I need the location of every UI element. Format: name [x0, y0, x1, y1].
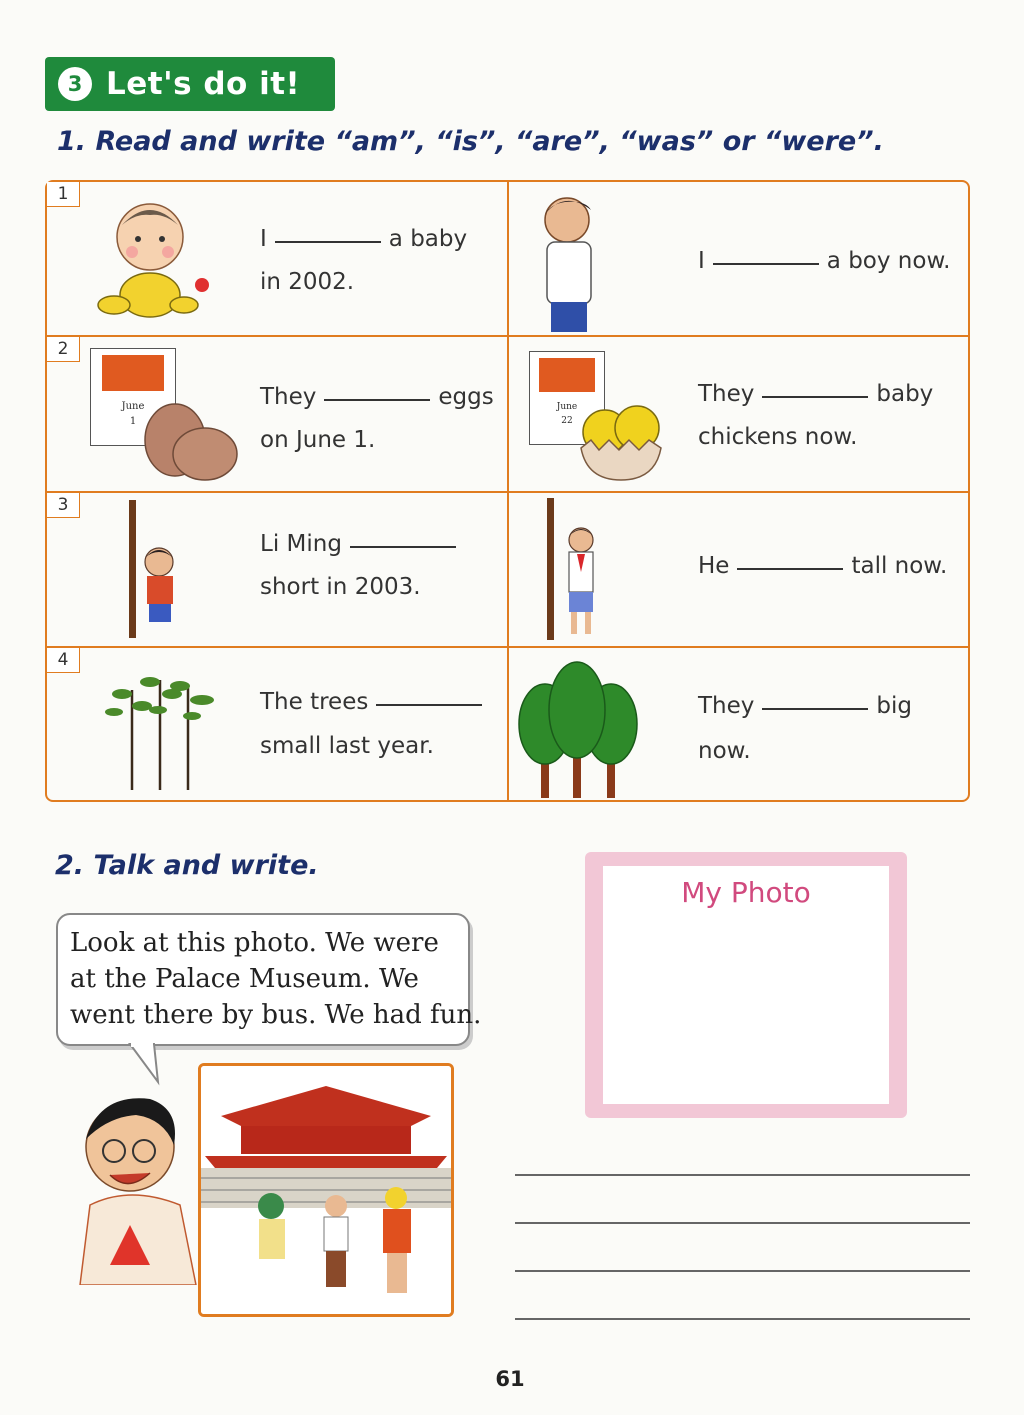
row-number: 3: [47, 493, 80, 518]
photo-frame-title: My Photo: [681, 876, 811, 909]
grid-divider: [47, 335, 968, 337]
sentence-1-left-line2: in 2002.: [260, 269, 355, 295]
answer-blank[interactable]: [376, 704, 482, 706]
sentence-2-left-line1: They eggs: [260, 384, 494, 410]
section-title: Let's do it!: [106, 66, 301, 102]
bubble-text-line: at the Palace Museum. We: [70, 964, 419, 994]
writing-line[interactable]: [515, 1222, 970, 1224]
row-number: 2: [47, 337, 80, 362]
li-ming-tall-illustration: [545, 498, 615, 642]
boy-illustration: [525, 190, 615, 335]
exercise1-instruction: 1. Read and write “am”, “is”, “are”, “was” or “were”.: [57, 126, 884, 157]
calendar-day: 1: [129, 416, 137, 427]
sentence-3-right-line1: He tall now.: [698, 553, 948, 579]
calendar-day: 22: [561, 416, 573, 426]
row-number: 1: [47, 182, 80, 207]
eggs-illustration: [139, 400, 241, 484]
sentence-3-left-line1: Li Ming: [260, 533, 464, 556]
baby-illustration: [92, 197, 212, 322]
sentence-4-left-line1: The trees: [260, 691, 490, 714]
exercise1-grid: [45, 180, 970, 802]
section-header: [45, 57, 335, 111]
page-number: 61: [495, 1367, 525, 1391]
palace-museum-illustration: [201, 1066, 451, 1314]
exercise2-instruction: 2. Talk and write.: [55, 850, 319, 881]
sentence-1-left-line1: I a baby: [260, 226, 468, 252]
grid-divider: [47, 646, 968, 648]
row-number: 4: [47, 648, 80, 673]
sentence-2-left-line2: on June 1.: [260, 427, 376, 453]
sentence-1-right-line1: I a boy now.: [698, 248, 951, 274]
calendar-month: June: [121, 401, 145, 412]
writing-line[interactable]: [515, 1270, 970, 1272]
bubble-text-line: Look at this photo. We were: [70, 928, 439, 958]
chicks-illustration: [575, 400, 667, 482]
answer-blank[interactable]: [324, 399, 430, 401]
answer-blank[interactable]: [737, 568, 843, 570]
sentence-4-right-line1: They big: [698, 693, 912, 719]
big-trees-illustration: [515, 652, 643, 802]
sentence-3-left-line2: short in 2003.: [260, 574, 421, 600]
answer-blank[interactable]: [275, 241, 381, 243]
answer-blank[interactable]: [350, 546, 456, 548]
bubble-text-line: went there by bus. We had fun.: [70, 1000, 482, 1030]
speech-bubble-tail: [128, 1040, 168, 1086]
li-ming-short-illustration: [127, 500, 197, 640]
sentence-4-left-line2: small last year.: [260, 733, 434, 759]
answer-blank[interactable]: [762, 708, 868, 710]
writing-line[interactable]: [515, 1174, 970, 1176]
calendar-month: June: [556, 402, 578, 412]
palace-museum-photo: [198, 1063, 454, 1317]
sentence-2-right-line1: They baby: [698, 381, 934, 407]
answer-blank[interactable]: [762, 396, 868, 398]
writing-line[interactable]: [515, 1318, 970, 1320]
boy-with-glasses-illustration: [70, 1085, 198, 1285]
sentence-2-right-line2: chickens now.: [698, 424, 858, 450]
sentence-4-right-line2: now.: [698, 738, 751, 764]
section-number-badge: 3: [58, 67, 92, 101]
grid-divider: [47, 491, 968, 493]
small-trees-illustration: [92, 660, 232, 795]
answer-blank[interactable]: [713, 263, 819, 265]
